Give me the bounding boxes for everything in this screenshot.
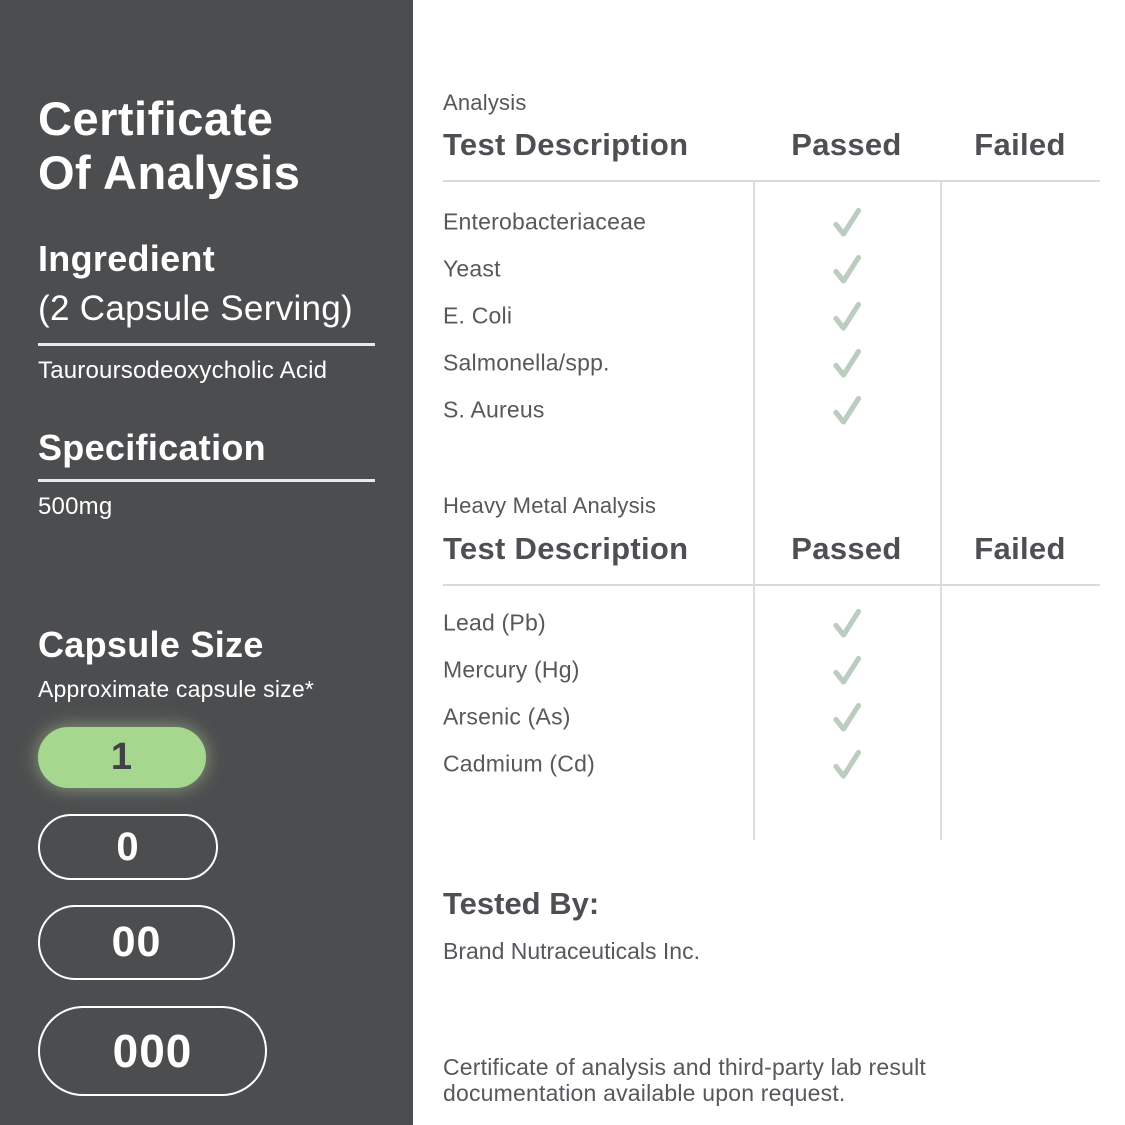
specification-heading: Specification — [38, 427, 266, 468]
ingredient-value: Tauroursodeoxycholic Acid — [38, 357, 328, 384]
passed-cell — [753, 386, 940, 433]
capsule-size-note: Approximate capsule size* — [38, 676, 315, 702]
test-name: Mercury (Hg) — [443, 656, 580, 682]
column-header-test-description: Test Description — [443, 531, 689, 566]
test-name: E. Coli — [443, 302, 513, 328]
table-row — [443, 292, 1100, 339]
divider — [38, 479, 375, 482]
page-title-line2: Of Analysis — [38, 146, 301, 199]
table-header-divider — [443, 180, 1100, 182]
table-row — [443, 198, 1100, 245]
passed-cell — [753, 693, 940, 740]
column-header-test-description: Test Description — [443, 127, 689, 162]
check-icon — [829, 391, 865, 429]
table-row — [443, 339, 1100, 386]
test-name: S. Aureus — [443, 396, 545, 422]
page-title-line1: Certificate — [38, 92, 274, 145]
check-icon — [829, 651, 865, 689]
failed-cell — [940, 646, 1100, 693]
section-label-analysis: Analysis — [443, 90, 527, 115]
failed-cell — [940, 740, 1100, 787]
failed-cell — [940, 292, 1100, 339]
capsule-size-heading: Capsule Size — [38, 624, 264, 665]
failed-cell — [940, 245, 1100, 292]
capsule-size-options — [38, 727, 267, 1096]
specification-value: 500mg — [38, 493, 113, 520]
tested-by-heading: Tested By: — [443, 886, 600, 921]
passed-cell — [753, 245, 940, 292]
footer-note: Certificate of analysis and third-party lab result documentation available upon request. — [443, 1054, 926, 1106]
failed-cell — [940, 693, 1100, 740]
passed-cell — [753, 740, 940, 787]
check-icon — [829, 698, 865, 736]
table-row — [443, 386, 1100, 433]
check-icon — [829, 297, 865, 335]
passed-cell — [753, 646, 940, 693]
failed-cell — [940, 599, 1100, 646]
test-name: Salmonella/spp. — [443, 349, 610, 375]
page-title — [38, 92, 300, 200]
test-name: Arsenic (As) — [443, 703, 571, 729]
passed-cell — [753, 599, 940, 646]
test-name: Lead (Pb) — [443, 609, 546, 635]
analysis-table-rows — [443, 198, 1100, 433]
heavy-metal-table-rows — [443, 599, 1100, 787]
check-icon — [829, 203, 865, 241]
failed-cell — [940, 339, 1100, 386]
test-name: Cadmium (Cd) — [443, 750, 595, 776]
failed-cell — [940, 198, 1100, 245]
sidebar — [0, 0, 413, 1125]
passed-cell — [753, 292, 940, 339]
tested-by-value: Brand Nutraceuticals Inc. — [443, 938, 700, 964]
section-label-heavy-metal: Heavy Metal Analysis — [443, 493, 657, 518]
column-header-failed: Failed — [974, 531, 1066, 566]
check-icon — [829, 344, 865, 382]
capsule-size-option-1-selected[interactable]: 1 — [38, 727, 206, 788]
check-icon — [829, 250, 865, 288]
capsule-size-option-00[interactable]: 00 — [38, 905, 235, 980]
table-row — [443, 693, 1100, 740]
table-row — [443, 646, 1100, 693]
column-header-failed: Failed — [974, 127, 1066, 162]
capsule-size-option-000[interactable]: 000 — [38, 1006, 267, 1096]
check-icon — [829, 745, 865, 783]
divider — [38, 343, 375, 346]
test-name: Yeast — [443, 255, 501, 281]
table-header-divider — [443, 584, 1100, 586]
analysis-panel — [413, 0, 1125, 1125]
column-header-passed: Passed — [791, 531, 902, 566]
failed-cell — [940, 386, 1100, 433]
table-row — [443, 740, 1100, 787]
table-row — [443, 599, 1100, 646]
capsule-size-option-0[interactable]: 0 — [38, 814, 218, 880]
check-icon — [829, 604, 865, 642]
ingredient-heading: Ingredient — [38, 238, 216, 279]
column-header-passed: Passed — [791, 127, 902, 162]
test-name: Enterobacteriaceae — [443, 208, 647, 234]
ingredient-serving-note: (2 Capsule Serving) — [38, 289, 354, 328]
passed-cell — [753, 339, 940, 386]
table-row — [443, 245, 1100, 292]
passed-cell — [753, 198, 940, 245]
